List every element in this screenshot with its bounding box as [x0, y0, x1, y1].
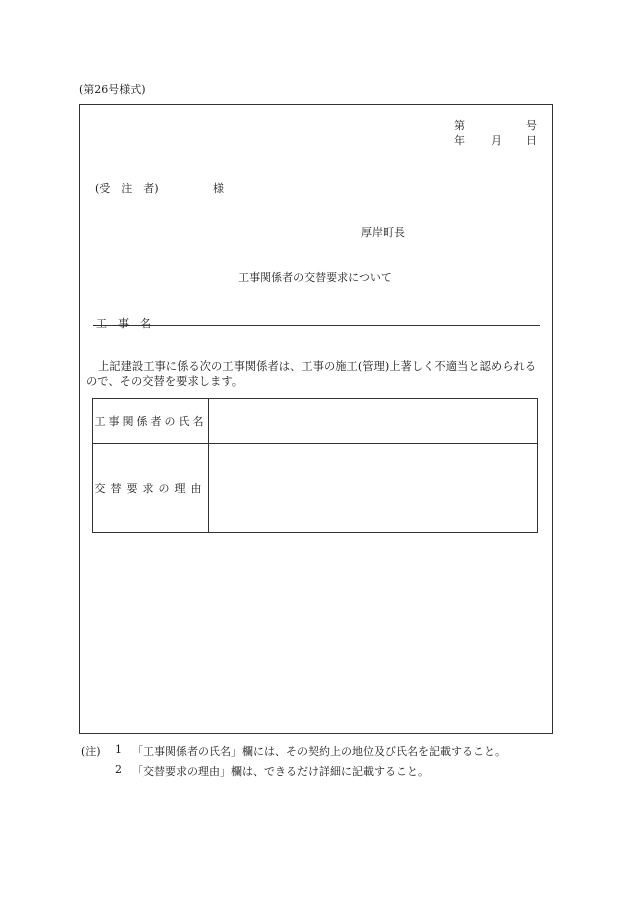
body-paragraph — [86, 359, 546, 389]
work-name-field[interactable] — [93, 325, 540, 326]
contractor-label: (受 注 者) — [95, 182, 159, 195]
table-row — [93, 399, 538, 444]
document-number-suffix: 号 — [526, 119, 537, 132]
replacement-reason-label: 交替要求の理由 — [93, 444, 209, 533]
note-text: 「交替要求の理由」欄は、できるだけ詳細に記載すること。 — [132, 765, 429, 778]
date-year-label: 年 — [454, 134, 465, 147]
table-row — [93, 444, 538, 533]
work-name-label: 工 事 名 — [96, 317, 151, 330]
request-table — [92, 398, 538, 533]
notes-heading: (注) — [81, 745, 101, 758]
date-month-label: 月 — [491, 134, 502, 147]
note-number: 1 — [115, 743, 122, 756]
date-day-label: 日 — [526, 134, 537, 147]
form-number: (第26号様式) — [79, 83, 146, 96]
honorific-label: 様 — [213, 182, 224, 195]
personnel-name-field[interactable] — [209, 399, 538, 444]
note-text: 「工事関係者の氏名」欄には、その契約上の地位及び氏名を記載すること。 — [132, 745, 506, 758]
personnel-name-label: 工事関係者の氏名 — [93, 399, 209, 444]
body-text: 上記建設工事に係る次の工事関係者は、工事の施工(管理)上著しく不適当と認められるので、その交替を要求します。 — [86, 360, 537, 388]
issuer-name: 厚岸町長 — [361, 226, 405, 239]
replacement-reason-field[interactable] — [209, 444, 538, 533]
document-title: 工事関係者の交替要求について — [238, 271, 392, 284]
note-number: 2 — [115, 763, 122, 776]
document-number-prefix: 第 — [454, 119, 465, 132]
